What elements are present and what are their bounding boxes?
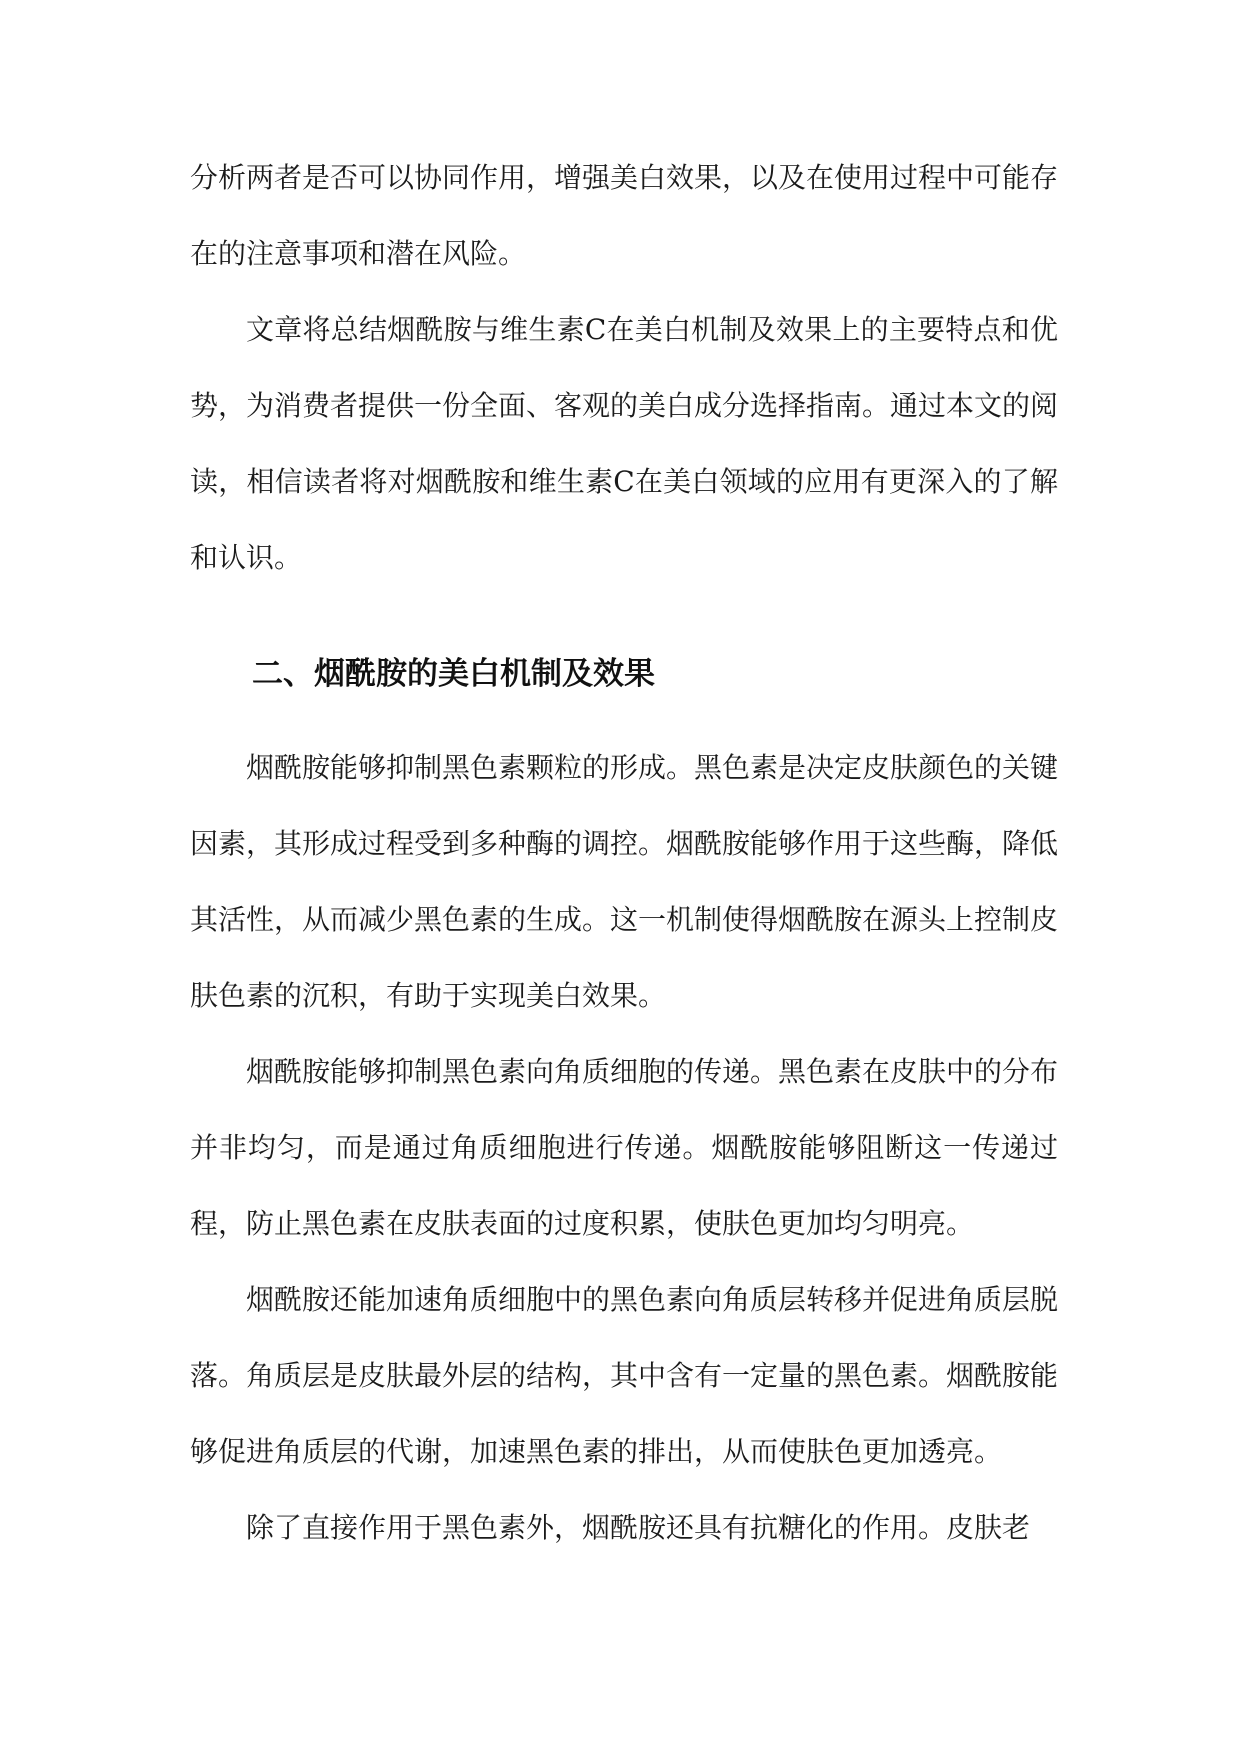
paragraph-stratum-corneum: 烟酰胺还能加速角质细胞中的黑色素向角质层转移并促进角质层脱落。角质层是皮肤最外层的结构，其中含有一定量的黑色素。烟酰胺能够促进角质层的代谢，加速黑色素的排出，从而使肤色更加透亮。 [190, 1283, 1059, 1468]
paragraph-melanin-transfer: 烟酰胺能够抑制黑色素向角质细胞的传递。黑色素在皮肤中的分布并非均匀，而是通过角质细胞进行传递。烟酰胺能够阻断这一传递过程，防止黑色素在皮肤表面的过度积累，使肤色更加均匀明亮。 [190, 1055, 1059, 1240]
section-heading: 二、烟酰胺的美白机制及效果 [252, 656, 655, 692]
document-body [190, 140, 1058, 1566]
paragraph-anti-glycation: 除了直接作用于黑色素外，烟酰胺还具有抗糖化的作用。皮肤老 [246, 1511, 1031, 1544]
paragraph-continuation: 分析两者是否可以协同作用，增强美白效果，以及在使用过程中可能存在的注意事项和潜在风险。 [190, 161, 1059, 270]
paragraph-melanin-formation: 烟酰胺能够抑制黑色素颗粒的形成。黑色素是决定皮肤颜色的关键因素，其形成过程受到多种酶的调控。烟酰胺能够作用于这些酶，降低其活性，从而减少黑色素的生成。这一机制使得烟酰胺在源头上控制皮肤色素的沉积，有助于实现美白效果。 [190, 751, 1059, 1012]
paragraph-summary: 文章将总结烟酰胺与维生素C在美白机制及效果上的主要特点和优势，为消费者提供一份全面、客观的美白成分选择指南。通过本文的阅读，相信读者将对烟酰胺和维生素C在美白领域的应用有更深入的了解和认识。 [190, 313, 1059, 574]
